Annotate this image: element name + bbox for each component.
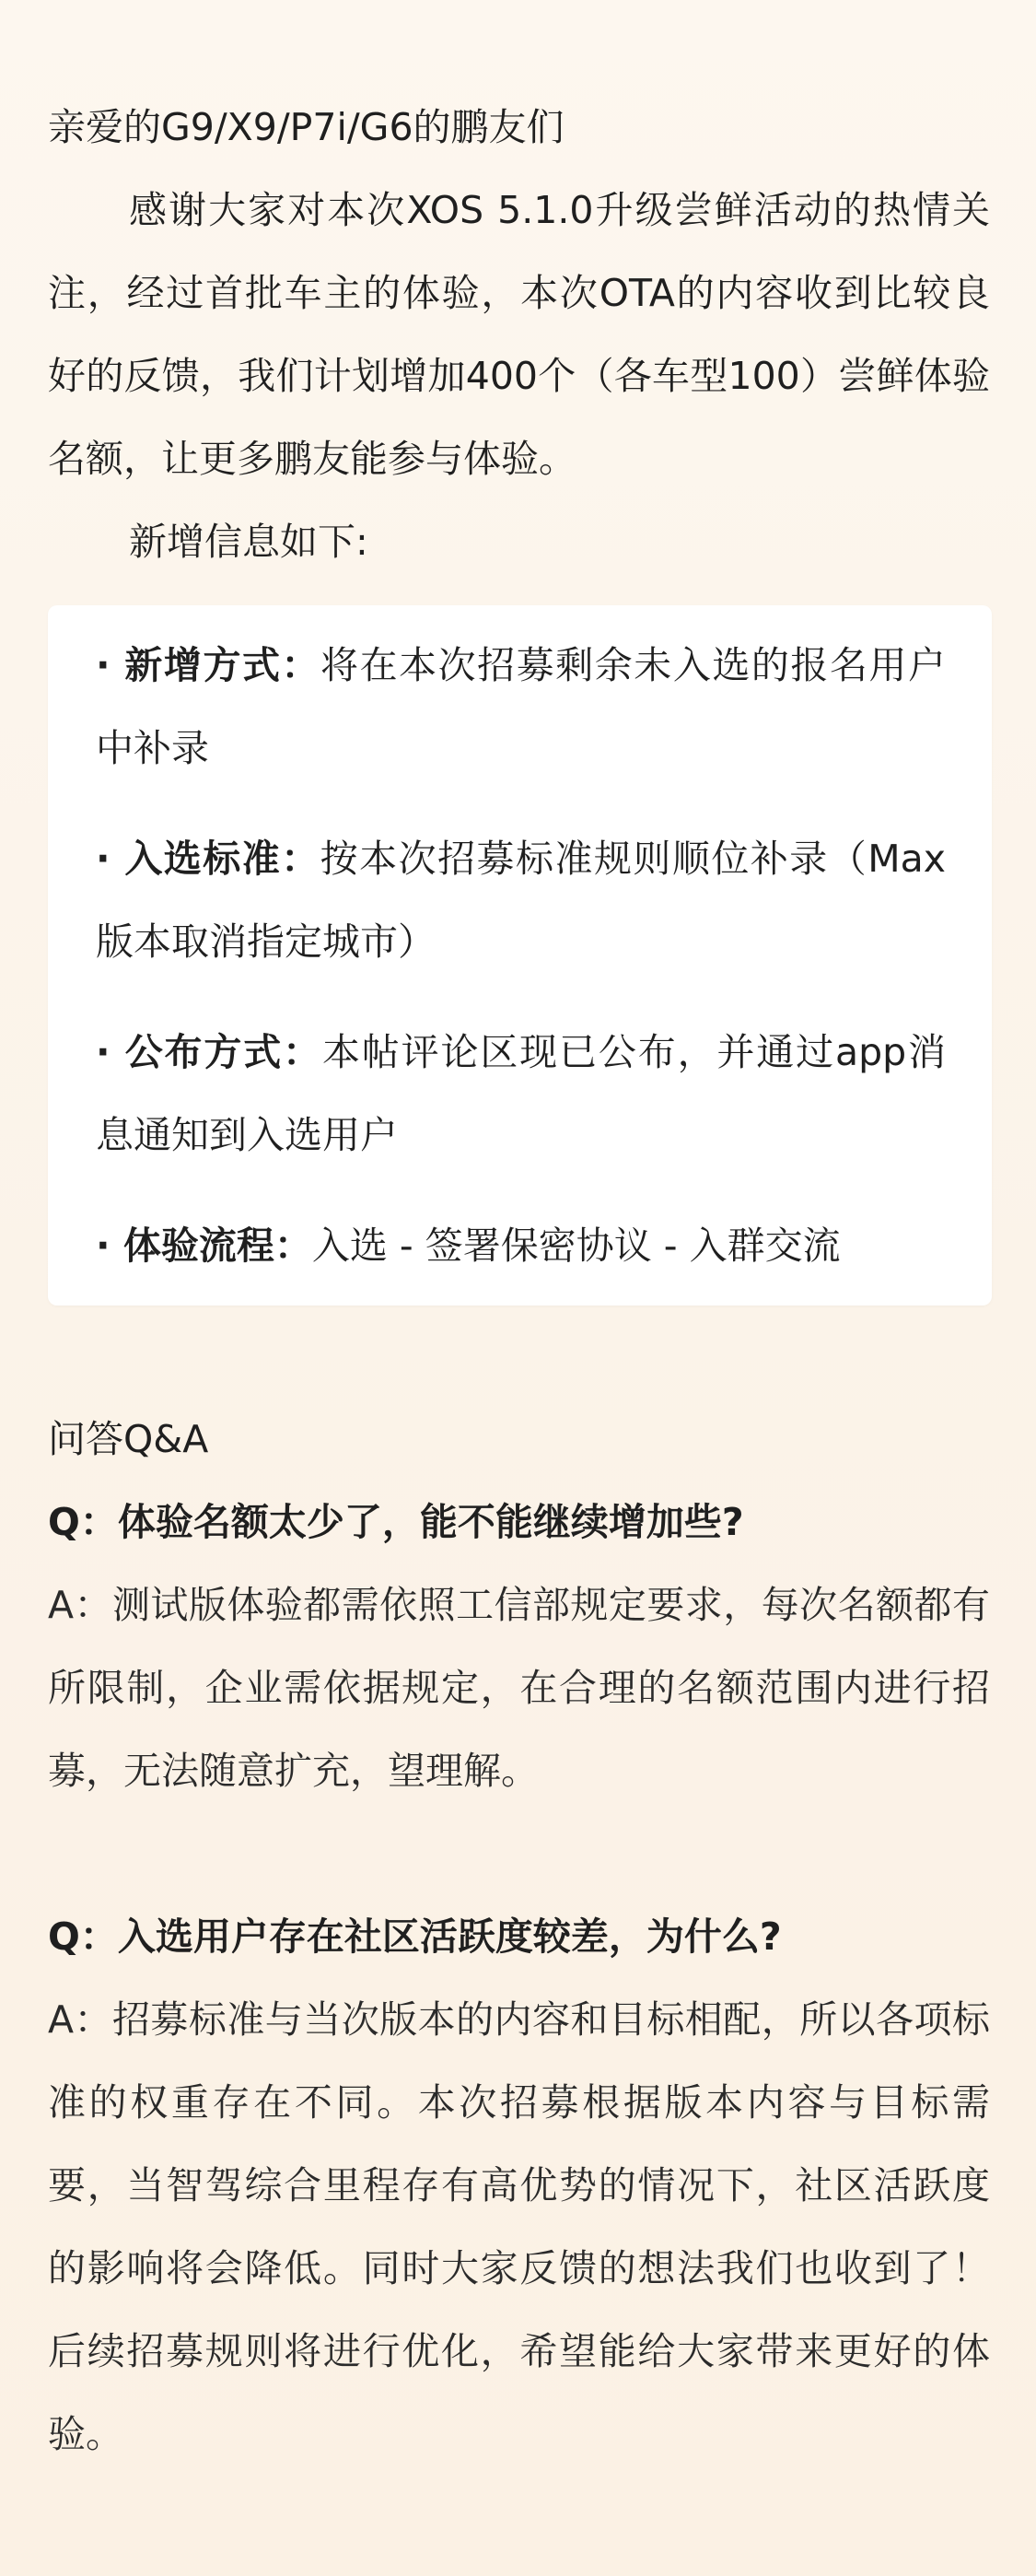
info-item-method [96, 624, 946, 790]
answer-2: A：招募标准与当次版本的内容和目标相配，所以各项标准的权重存在不同。本次招募根据版本内容与目标需要，当智驾综合里程存有高优势的情况下，社区活跃度的影响将会降低。同时大家反馈的想法我们也收到了！后续招募规则将进行优化，希望能给大家带来更好的体验。 [48, 1997, 990, 2456]
info-item-label: · 新增方式： [96, 643, 321, 687]
info-item-text: 按本次招募标准规则顺位补录（Max版本取消指定城市） [96, 837, 946, 964]
qa-spacer [48, 1812, 990, 1895]
answer-1: A：测试版体验都需依照工信部规定要求，每次名额都有所限制，企业需依据规定，在合理的名额范围内进行招募，无法随意扩充，望理解。 [48, 1583, 990, 1793]
info-item-label: · 体验流程： [96, 1224, 312, 1268]
info-item-label: · 公布方式： [96, 1030, 322, 1074]
greeting-heading: 亲爱的G9/X9/P7i/G6的鹏友们 [48, 105, 565, 149]
info-item-criteria [96, 817, 946, 983]
qa-title: 问答Q&A [48, 1417, 209, 1461]
info-item-text: 本帖评论区现已公布，并通过app消息通知到入选用户 [96, 1030, 946, 1157]
new-info-card [48, 605, 992, 1306]
info-item-announce [96, 1011, 946, 1177]
intro-paragraph: 感谢大家对本次XOS 5.1.0升级尝鲜活动的热情关注，经过首批车主的体验，本次OTA的内容收到比较良好的反馈，我们计划增加400个（各车型100）尝鲜体验名额，让更多鹏友能参与体验。 [48, 188, 990, 481]
info-item-label: · 入选标准： [96, 837, 320, 881]
info-item-text: 将在本次招募剩余未入选的报名用户中补录 [96, 643, 947, 770]
question-1: Q：体验名额太少了，能不能继续增加些? [48, 1500, 744, 1544]
question-2: Q：入选用户存在社区活跃度较差，为什么? [48, 1914, 782, 1959]
new-info-heading: 新增信息如下: [129, 520, 368, 564]
info-item-process [96, 1204, 946, 1287]
info-item-text: 入选 - 签署保密协议 - 入群交流 [311, 1224, 841, 1268]
